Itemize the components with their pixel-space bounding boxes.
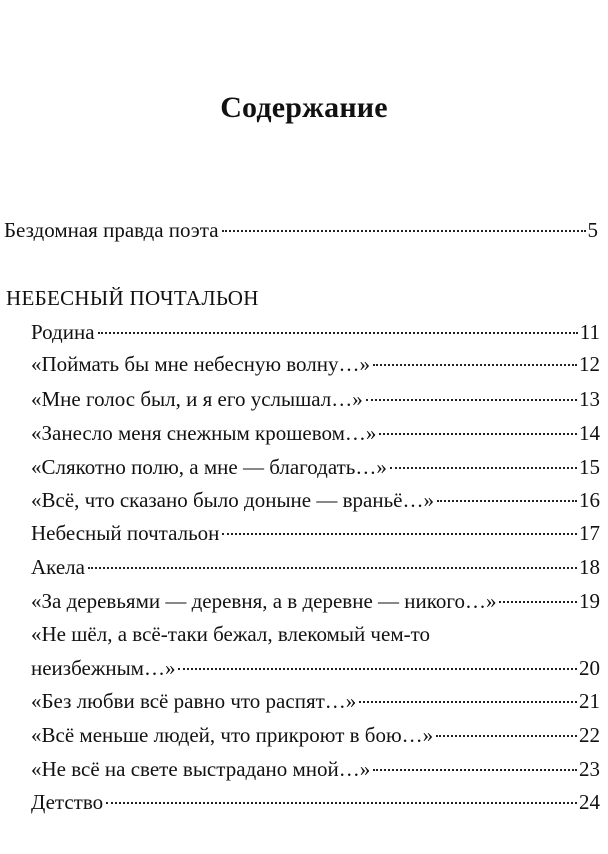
toc-entry-page: 16 — [579, 488, 600, 512]
toc-entry[interactable] — [31, 755, 600, 783]
toc-entry-label: Детство — [31, 790, 104, 814]
toc-entry-foreword[interactable] — [4, 216, 598, 244]
dot-leader — [222, 533, 577, 535]
toc-entry-page: 24 — [579, 790, 600, 814]
toc-entry-page: 5 — [587, 218, 598, 242]
toc-entry[interactable] — [31, 721, 600, 749]
dot-leader — [366, 399, 577, 401]
toc-entry-label: «Мне голос был, и я его услышал…» — [31, 387, 363, 411]
dot-leader — [88, 567, 577, 569]
toc-entry-page: 13 — [579, 387, 600, 411]
dot-leader — [98, 332, 578, 334]
toc-entry-page: 17 — [579, 521, 600, 545]
toc-entry-page: 21 — [579, 689, 600, 713]
toc-entry-label: неизбежным…» — [31, 656, 176, 680]
toc-entry-page: 22 — [579, 723, 600, 747]
dot-leader — [437, 500, 577, 502]
toc-entry-label: «Не всё на свете выстрадано мной…» — [31, 757, 371, 781]
toc-entry-label: «Всё, что сказано было доныне — враньё…» — [31, 488, 434, 512]
toc-entry-label: Акела — [31, 555, 85, 579]
toc-entry-label: «Всё меньше людей, что прикроют в бою…» — [31, 723, 434, 747]
toc-entry-page: 18 — [579, 555, 600, 579]
dot-leader — [222, 230, 586, 232]
toc-entry-label-first-line[interactable]: «Не шёл, а всё-таки бежал, влекомый чем-то — [31, 622, 430, 646]
dot-leader — [499, 601, 577, 603]
dot-leader — [373, 769, 577, 771]
toc-entry-label: «За деревьями — деревня, а в деревне — никого…» — [31, 589, 497, 613]
toc-entry-page: 14 — [579, 421, 600, 445]
dot-leader — [373, 364, 577, 366]
dot-leader — [178, 668, 577, 670]
dot-leader — [379, 433, 577, 435]
toc-entry-page: 20 — [579, 656, 600, 680]
dot-leader — [436, 735, 577, 737]
toc-entry-page: 11 — [579, 320, 600, 344]
toc-entry-label: Бездомная правда поэта — [4, 218, 219, 242]
toc-entry[interactable] — [31, 453, 600, 481]
dot-leader — [359, 701, 577, 703]
section-heading: НЕБЕСНЫЙ ПОЧТАЛЬОН — [6, 286, 259, 310]
toc-entry[interactable] — [31, 687, 600, 715]
toc-entry-label: «Поймать бы мне небесную волну…» — [31, 352, 370, 376]
toc-entry-label: «Без любви всё равно что распят…» — [31, 689, 357, 713]
toc-entry[interactable] — [31, 587, 600, 615]
toc-entry[interactable] — [31, 553, 600, 581]
toc-entry-label: «Занесло меня снежным крошевом…» — [31, 421, 377, 445]
toc-entry-label: Родина — [31, 320, 95, 344]
toc-entry[interactable] — [31, 385, 600, 413]
toc-entry-page: 23 — [579, 757, 600, 781]
dot-leader — [390, 467, 577, 469]
toc-entry[interactable] — [31, 788, 600, 816]
dot-leader — [106, 802, 577, 804]
toc-entry-label: «Слякотно полю, а мне — благодать…» — [31, 455, 387, 479]
toc-entry[interactable] — [31, 486, 600, 514]
toc-entry[interactable] — [31, 350, 600, 378]
toc-entry[interactable] — [31, 654, 600, 682]
toc-entry-page: 12 — [579, 352, 600, 376]
page-title: Содержание — [220, 91, 388, 124]
toc-entry[interactable] — [31, 318, 600, 346]
toc-entry[interactable] — [31, 519, 600, 547]
toc-entry-page: 15 — [579, 455, 600, 479]
toc-entry-page: 19 — [579, 589, 600, 613]
toc-entry[interactable] — [31, 419, 600, 447]
toc-entry-label: Небесный почтальон — [31, 521, 220, 545]
